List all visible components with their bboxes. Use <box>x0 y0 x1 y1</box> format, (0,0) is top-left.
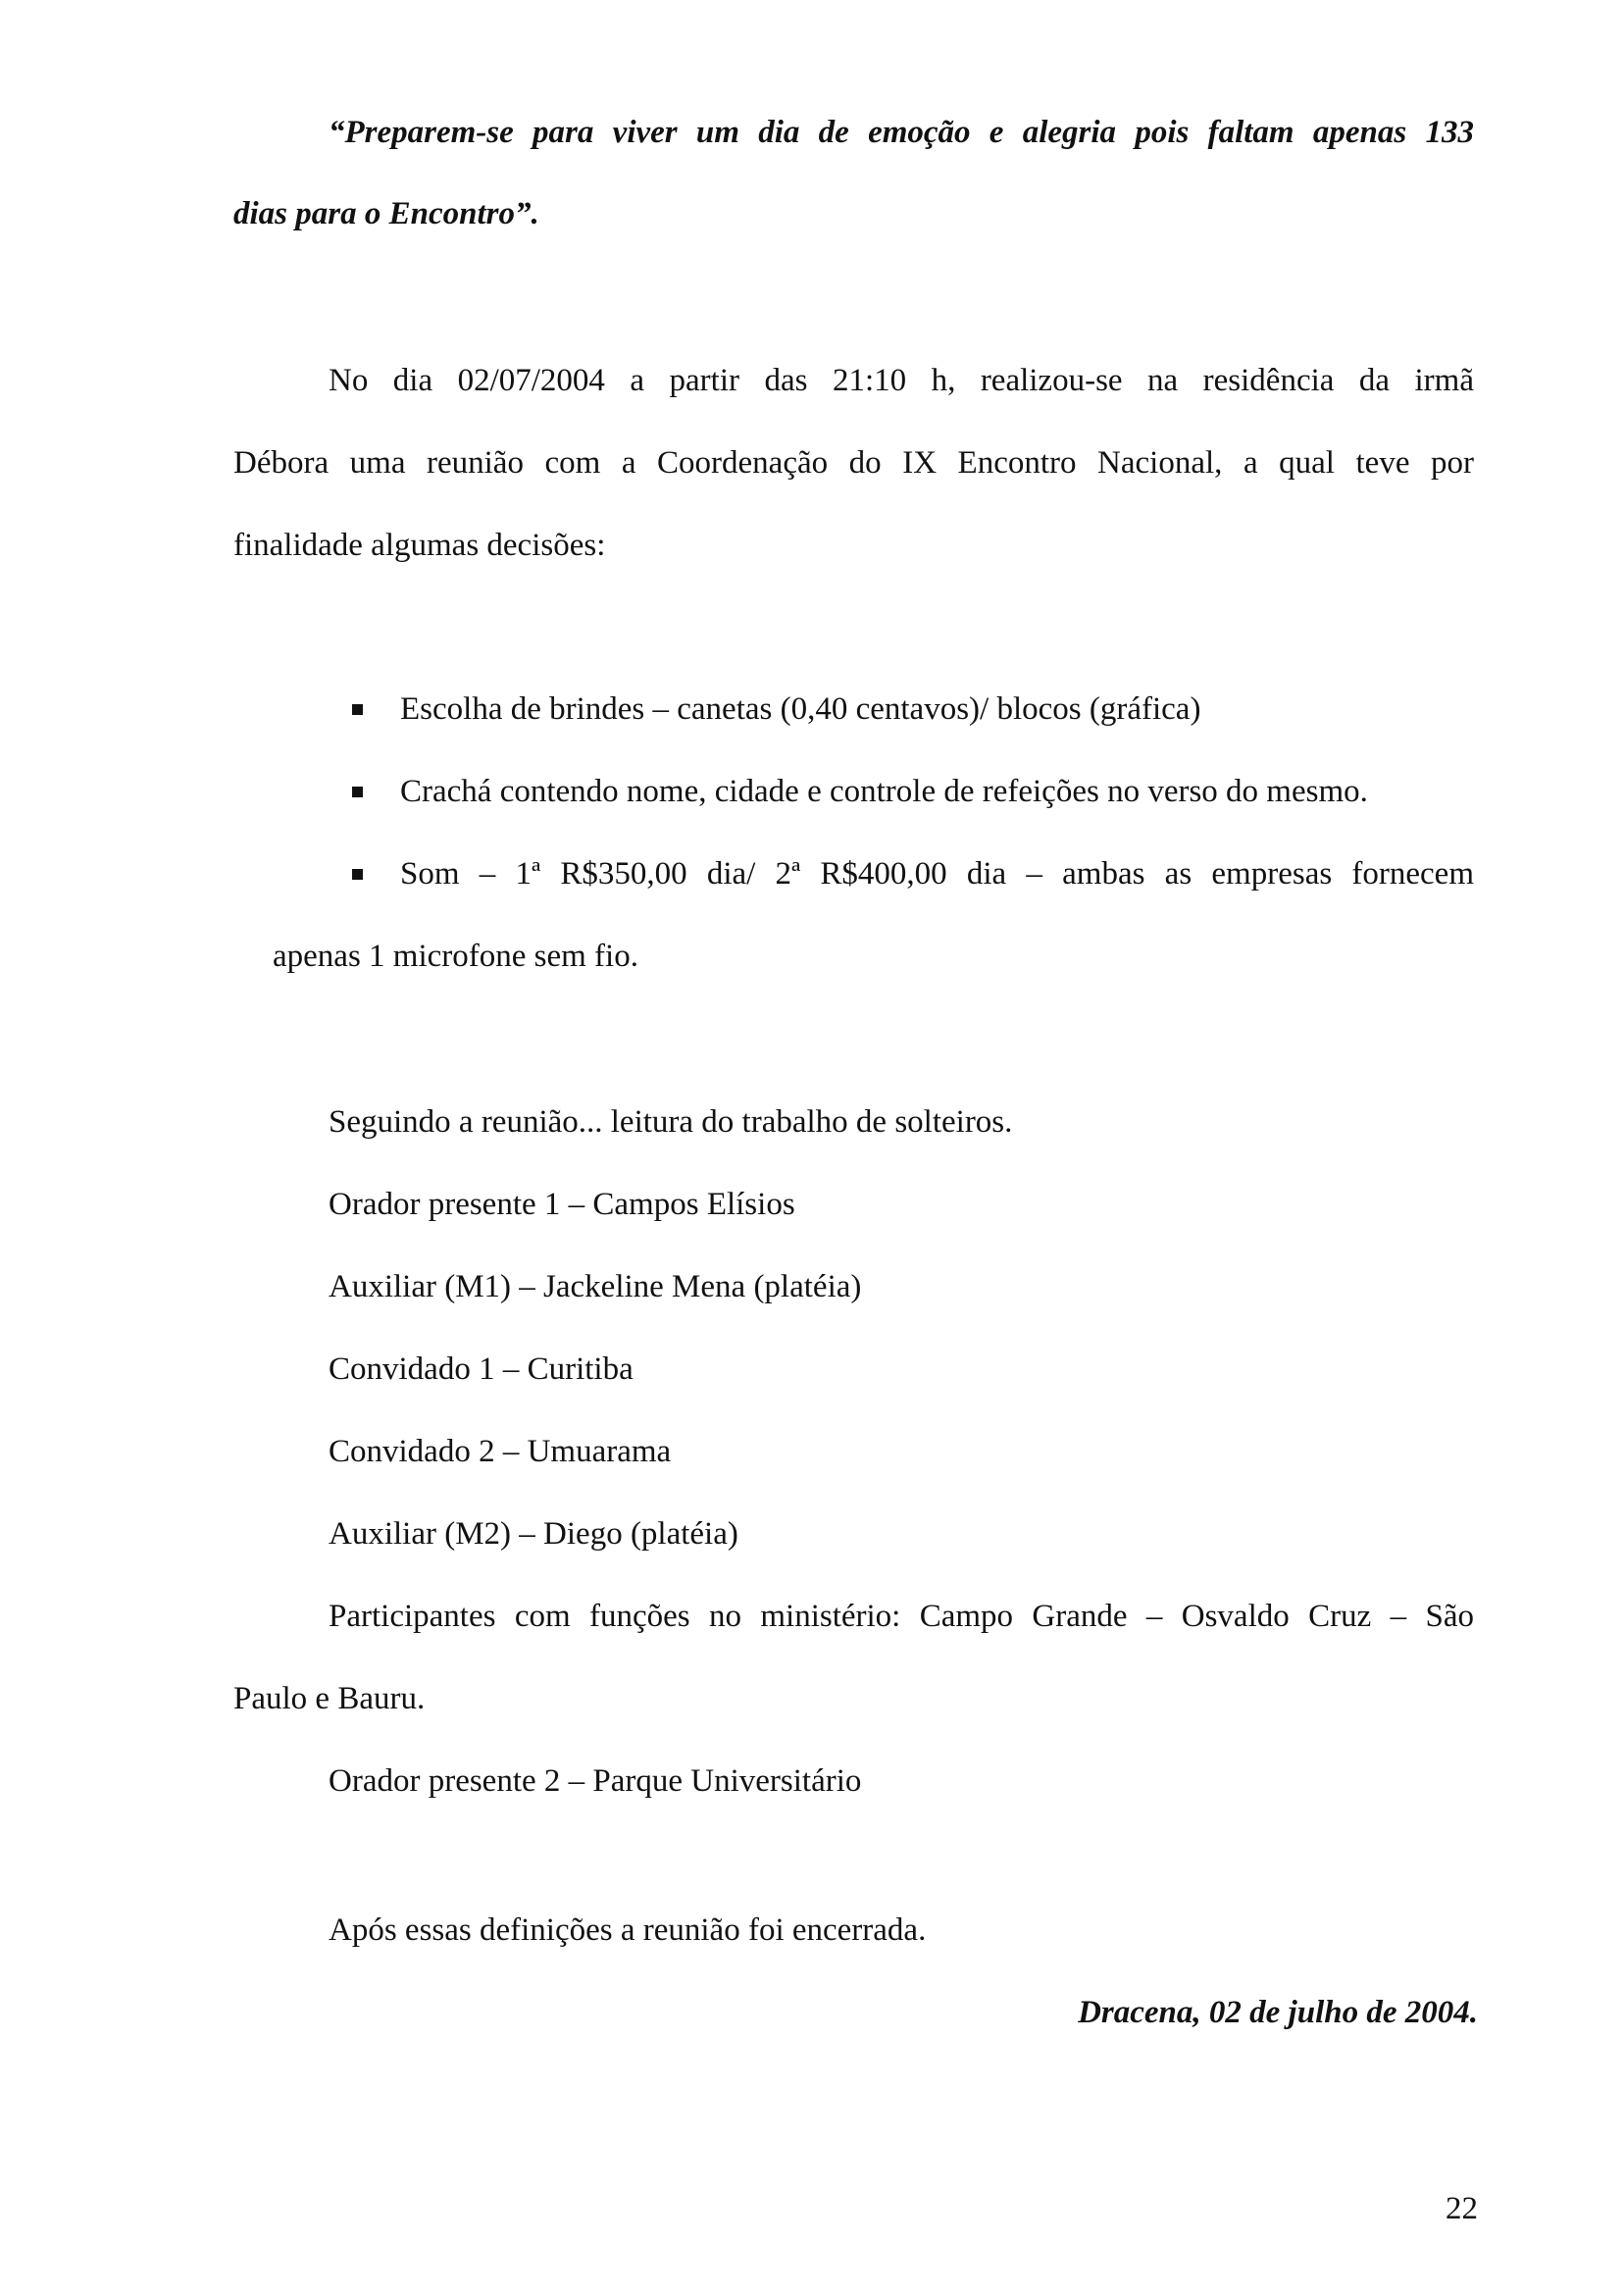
agenda-intro: Seguindo a reunião... leitura do trabalho de solteiros. <box>329 1104 1013 1140</box>
quote-line-2: dias para o Encontro”. <box>233 196 539 231</box>
bullet-square-icon <box>352 787 363 797</box>
closing-text: Após essas definições a reunião foi encerrada. <box>329 1912 927 1948</box>
agenda-item: Convidado 1 – Curitiba <box>329 1351 634 1387</box>
bullet-item-3: Som – 1ª R$350,00 dia/ 2ª R$400,00 dia – ambas as empresas fornecem <box>400 856 1474 892</box>
agenda-item: Auxiliar (M2) – Diego (platéia) <box>329 1516 738 1552</box>
bullet-item-3-continuation: apenas 1 microfone sem fio. <box>273 939 638 974</box>
page-number: 22 <box>1446 2191 1478 2226</box>
bullet-square-icon <box>352 869 363 880</box>
participants-line-1: Participantes com funções no ministério: Campo Grande – Osvaldo Cruz – São <box>329 1599 1474 1634</box>
orador-2: Orador presente 2 – Parque Universitário <box>329 1763 862 1799</box>
quote-line-1: “Preparem-se para viver um dia de emoção e alegria pois faltam apenas 133 <box>329 115 1474 150</box>
intro-line-1: No dia 02/07/2004 a partir das 21:10 h, realizou-se na residência da irmã <box>329 363 1474 398</box>
intro-line-2: Débora uma reunião com a Coordenação do IX Encontro Nacional, a qual teve por <box>233 445 1474 481</box>
agenda-item: Convidado 2 – Umuarama <box>329 1434 672 1469</box>
bullet-item-1: Escolha de brindes – canetas (0,40 centavos)/ blocos (gráfica) <box>400 691 1201 727</box>
bullet-item-2: Crachá contendo nome, cidade e controle de refeições no verso do mesmo. <box>400 774 1368 809</box>
agenda-item: Auxiliar (M1) – Jackeline Mena (platéia) <box>329 1269 862 1304</box>
intro-line-3: finalidade algumas decisões: <box>233 528 606 563</box>
agenda-item: Orador presente 1 – Campos Elísios <box>329 1187 795 1222</box>
bullet-square-icon <box>352 704 363 715</box>
participants-line-2: Paulo e Bauru. <box>233 1681 426 1716</box>
signature-date: Dracena, 02 de julho de 2004. <box>1078 1995 1478 2030</box>
